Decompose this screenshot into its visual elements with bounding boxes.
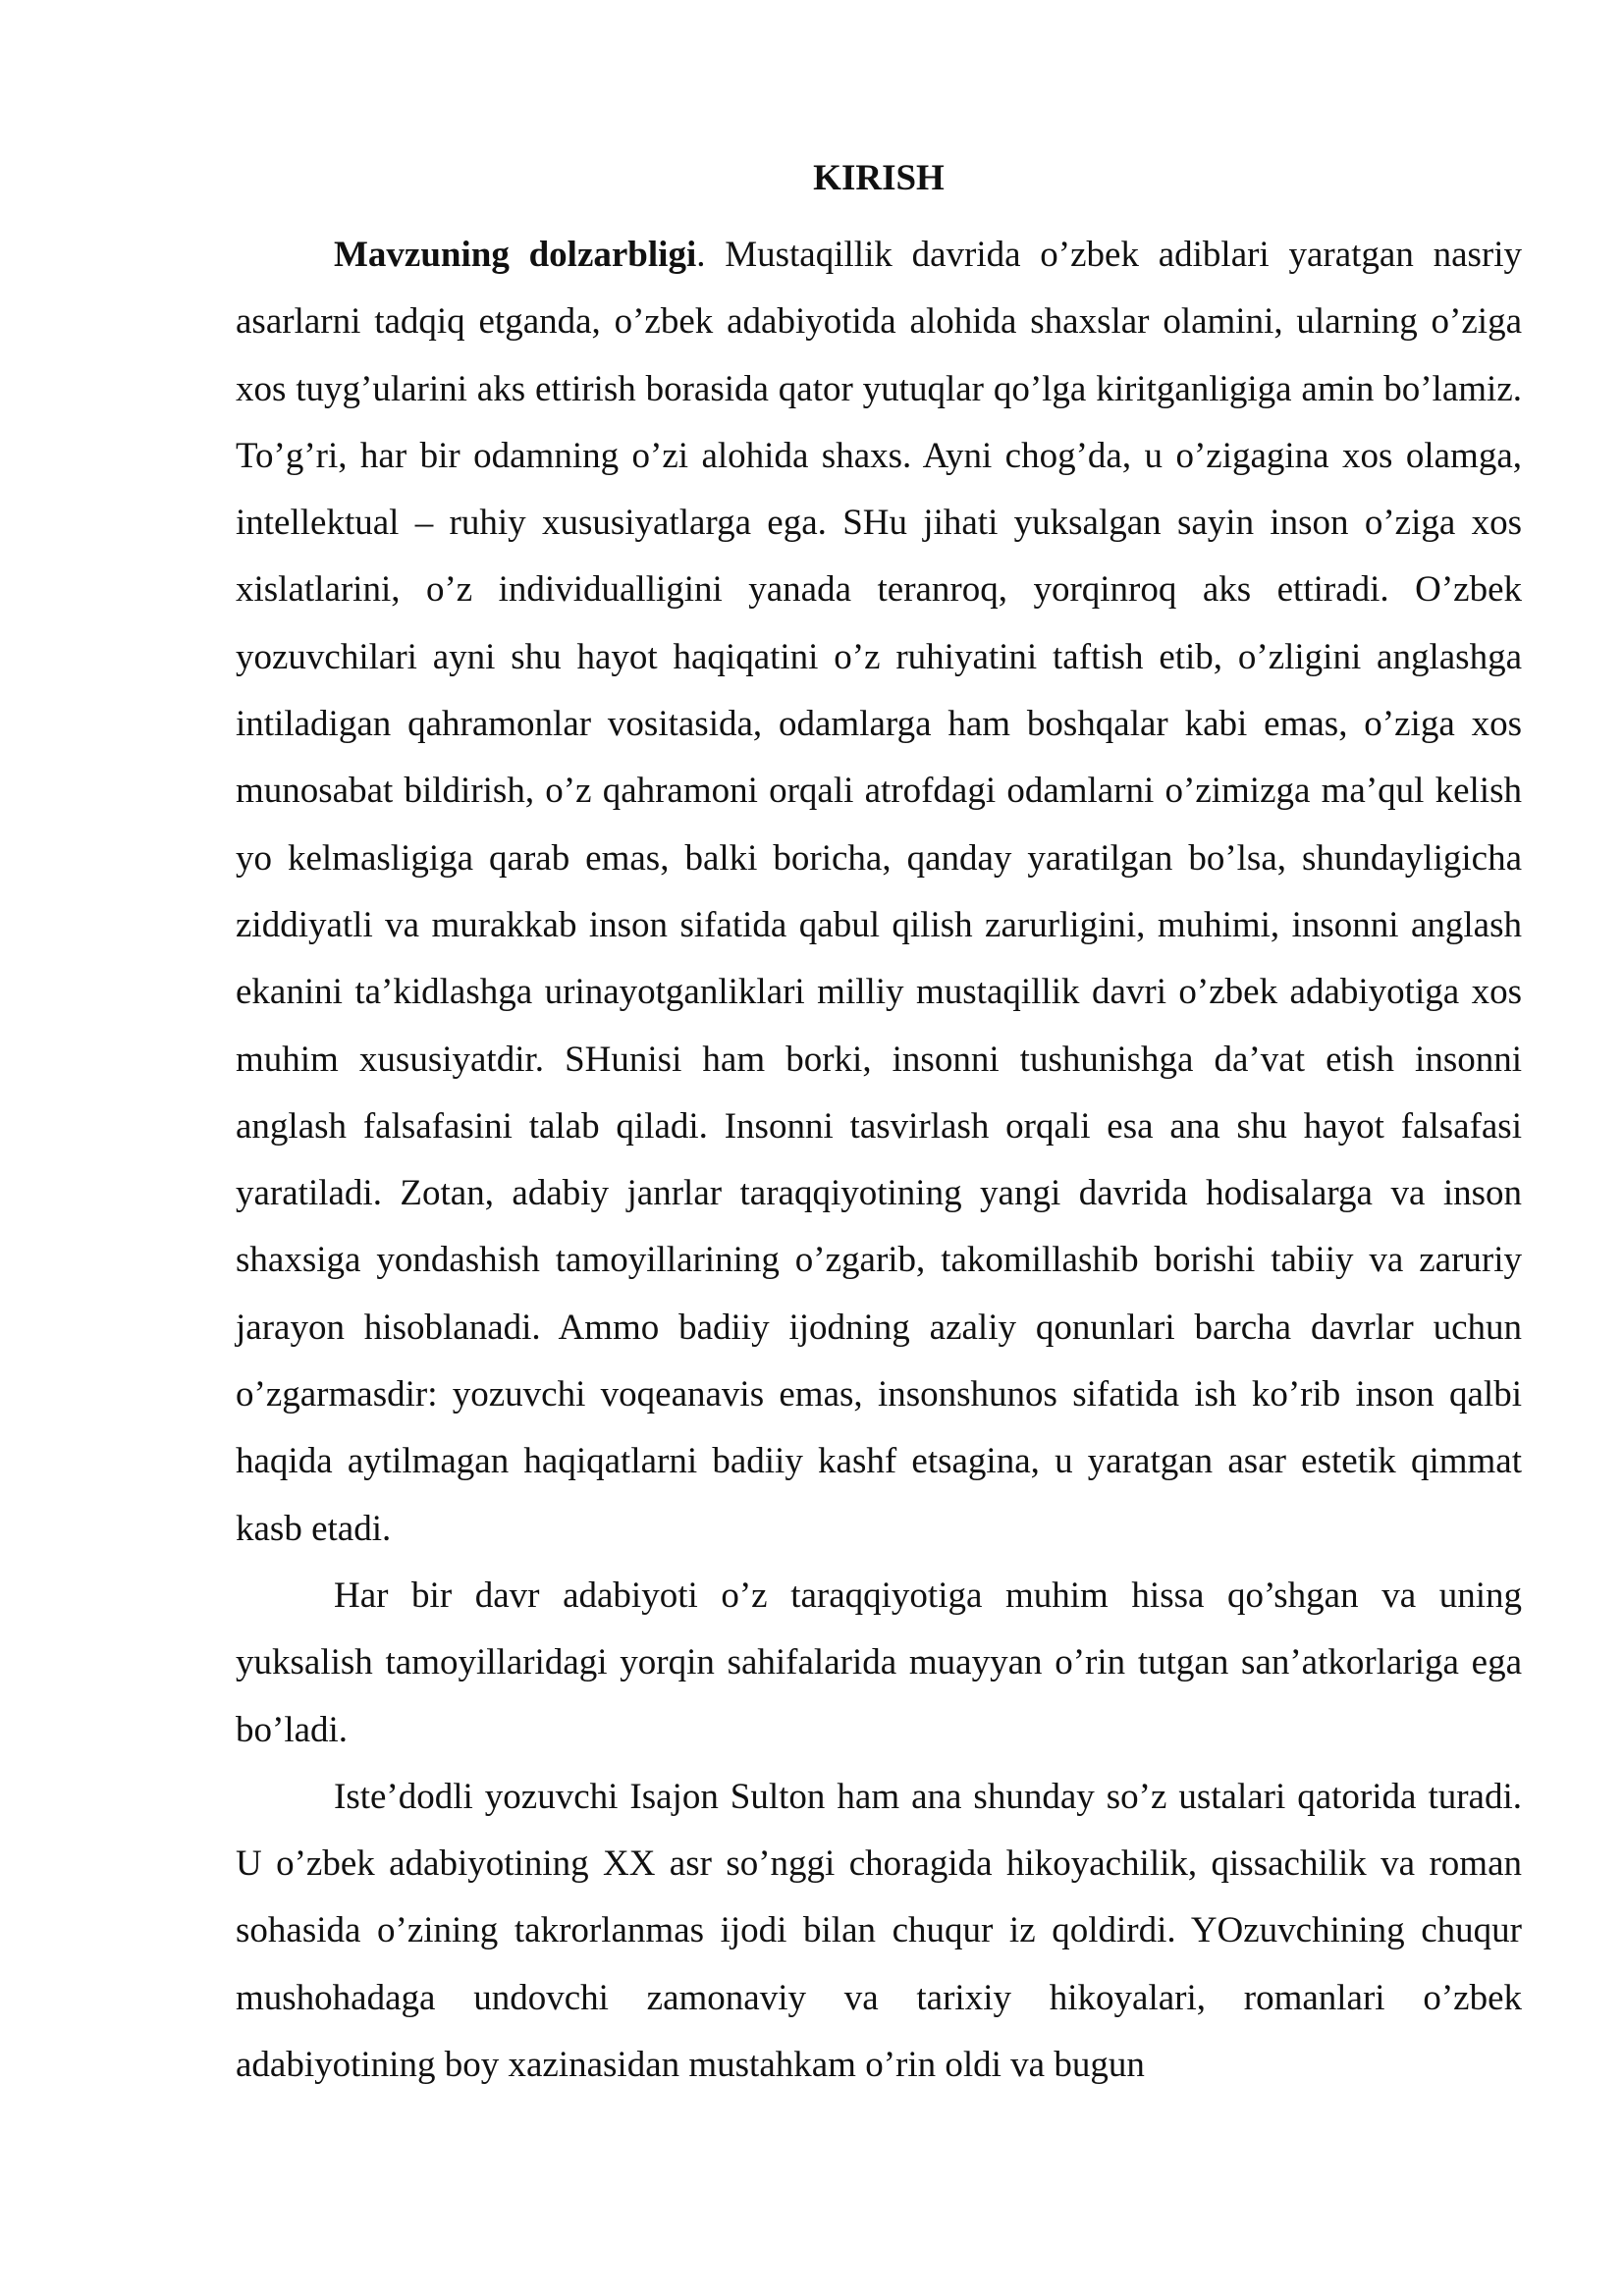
paragraph-literature-period: Har bir davr adabiyoti o’z taraqqiyotiga muhim hissa qo’shgan va uning yuksalish tamoyillaridagi yorqin sahifalarida muayyan o’rin tutgan san’atkorlariga ega bo’ladi. — [236, 1575, 1522, 1750]
paragraph-relevance — [236, 222, 1522, 1563]
document-body — [236, 222, 1522, 2099]
page-title: KIRISH — [813, 158, 945, 198]
paragraph-text: . Mustaqillik davrida o’zbek adiblari yaratgan nasriy asarlarni tadqiq etganda, o’zbek adabiyotida alohida shaxslar olamini, ularning o’ziga xos tuyg’ularini aks ettirish borasida qator yutuqlar qo’lga kiritganligiga amin bo’lamiz. To’g’ri, har bir odamning o’zi alohida shaxs. Ayni chog’da, u o’zigagina xos olamga, intellektual – ruhiy xususiyatlarga ega. SHu jihati yuksalgan sayin inson o’ziga xos xislatlarini, o’z individualligini yanada teranroq, yorqinroq aks ettiradi. O’zbek yozuvchilari ayni shu hayot haqiqatini o’z ruhiyatini taftish etib, o’zligini anglashga intiladigan qahramonlar vositasida, odamlarga ham boshqalar kabi emas, o’ziga xos munosabat bildirish, o’z qahramoni orqali atrofdagi odamlarni o’zimizga ma’qul kelish yo kelmasligiga qarab emas, balki boricha, qanday yaratilgan bo’lsa, shundayligicha ziddiyatli va murakkab inson sifatida qabul qilish zarurligini, muhimi, insonni anglash ekanini ta’kidlashga urinayotganliklari milliy mustaqillik davri o’zbek adabiyotiga xos muhim xususiyatdir. SHunisi ham borki, insonni tushunishga da’vat etish insonni anglash falsafasini talab qiladi. Insonni tasvirlash orqali esa ana shu hayot falsafasi yaratiladi. Zotan, adabiy janrlar taraqqiyotining yangi davrida hodisalarga va inson shaxsiga yondashish tamoyillarining o’zgarib, takomillashib borishi tabiiy va zaruriy jarayon hisoblanadi. Ammo badiiy ijodning azaliy qonunlari barcha davrlar uchun o’zgarmasdir: yozuvchi voqeanavis emas, insonshunos sifatida ish ko’rib inson qalbi haqida aytilmagan haqiqatlarni badiiy kashf etsagina, u yaratgan asar estetik qimmat kasb etadi. — [236, 235, 1522, 1549]
paragraph-lead: Mavzuning dolzarbligi — [334, 235, 697, 275]
paragraph-isajon-sulton: Iste’dodli yozuvchi Isajon Sulton ham ana shunday so’z ustalari qatorida turadi. U o’zbek adabiyotining XX asr so’nggi choragida hikoyachilik, qissachilik va roman sohasida o’zining takrorlanmas ijodi bilan chuqur iz qoldirdi. YOzuvchining chuqur mushohadaga undovchi zamonaviy va tarixiy hikoyalari, romanlari o’zbek adabiyotining boy xazinasidan mustahkam o’rin oldi va bugun — [236, 1776, 1522, 2086]
